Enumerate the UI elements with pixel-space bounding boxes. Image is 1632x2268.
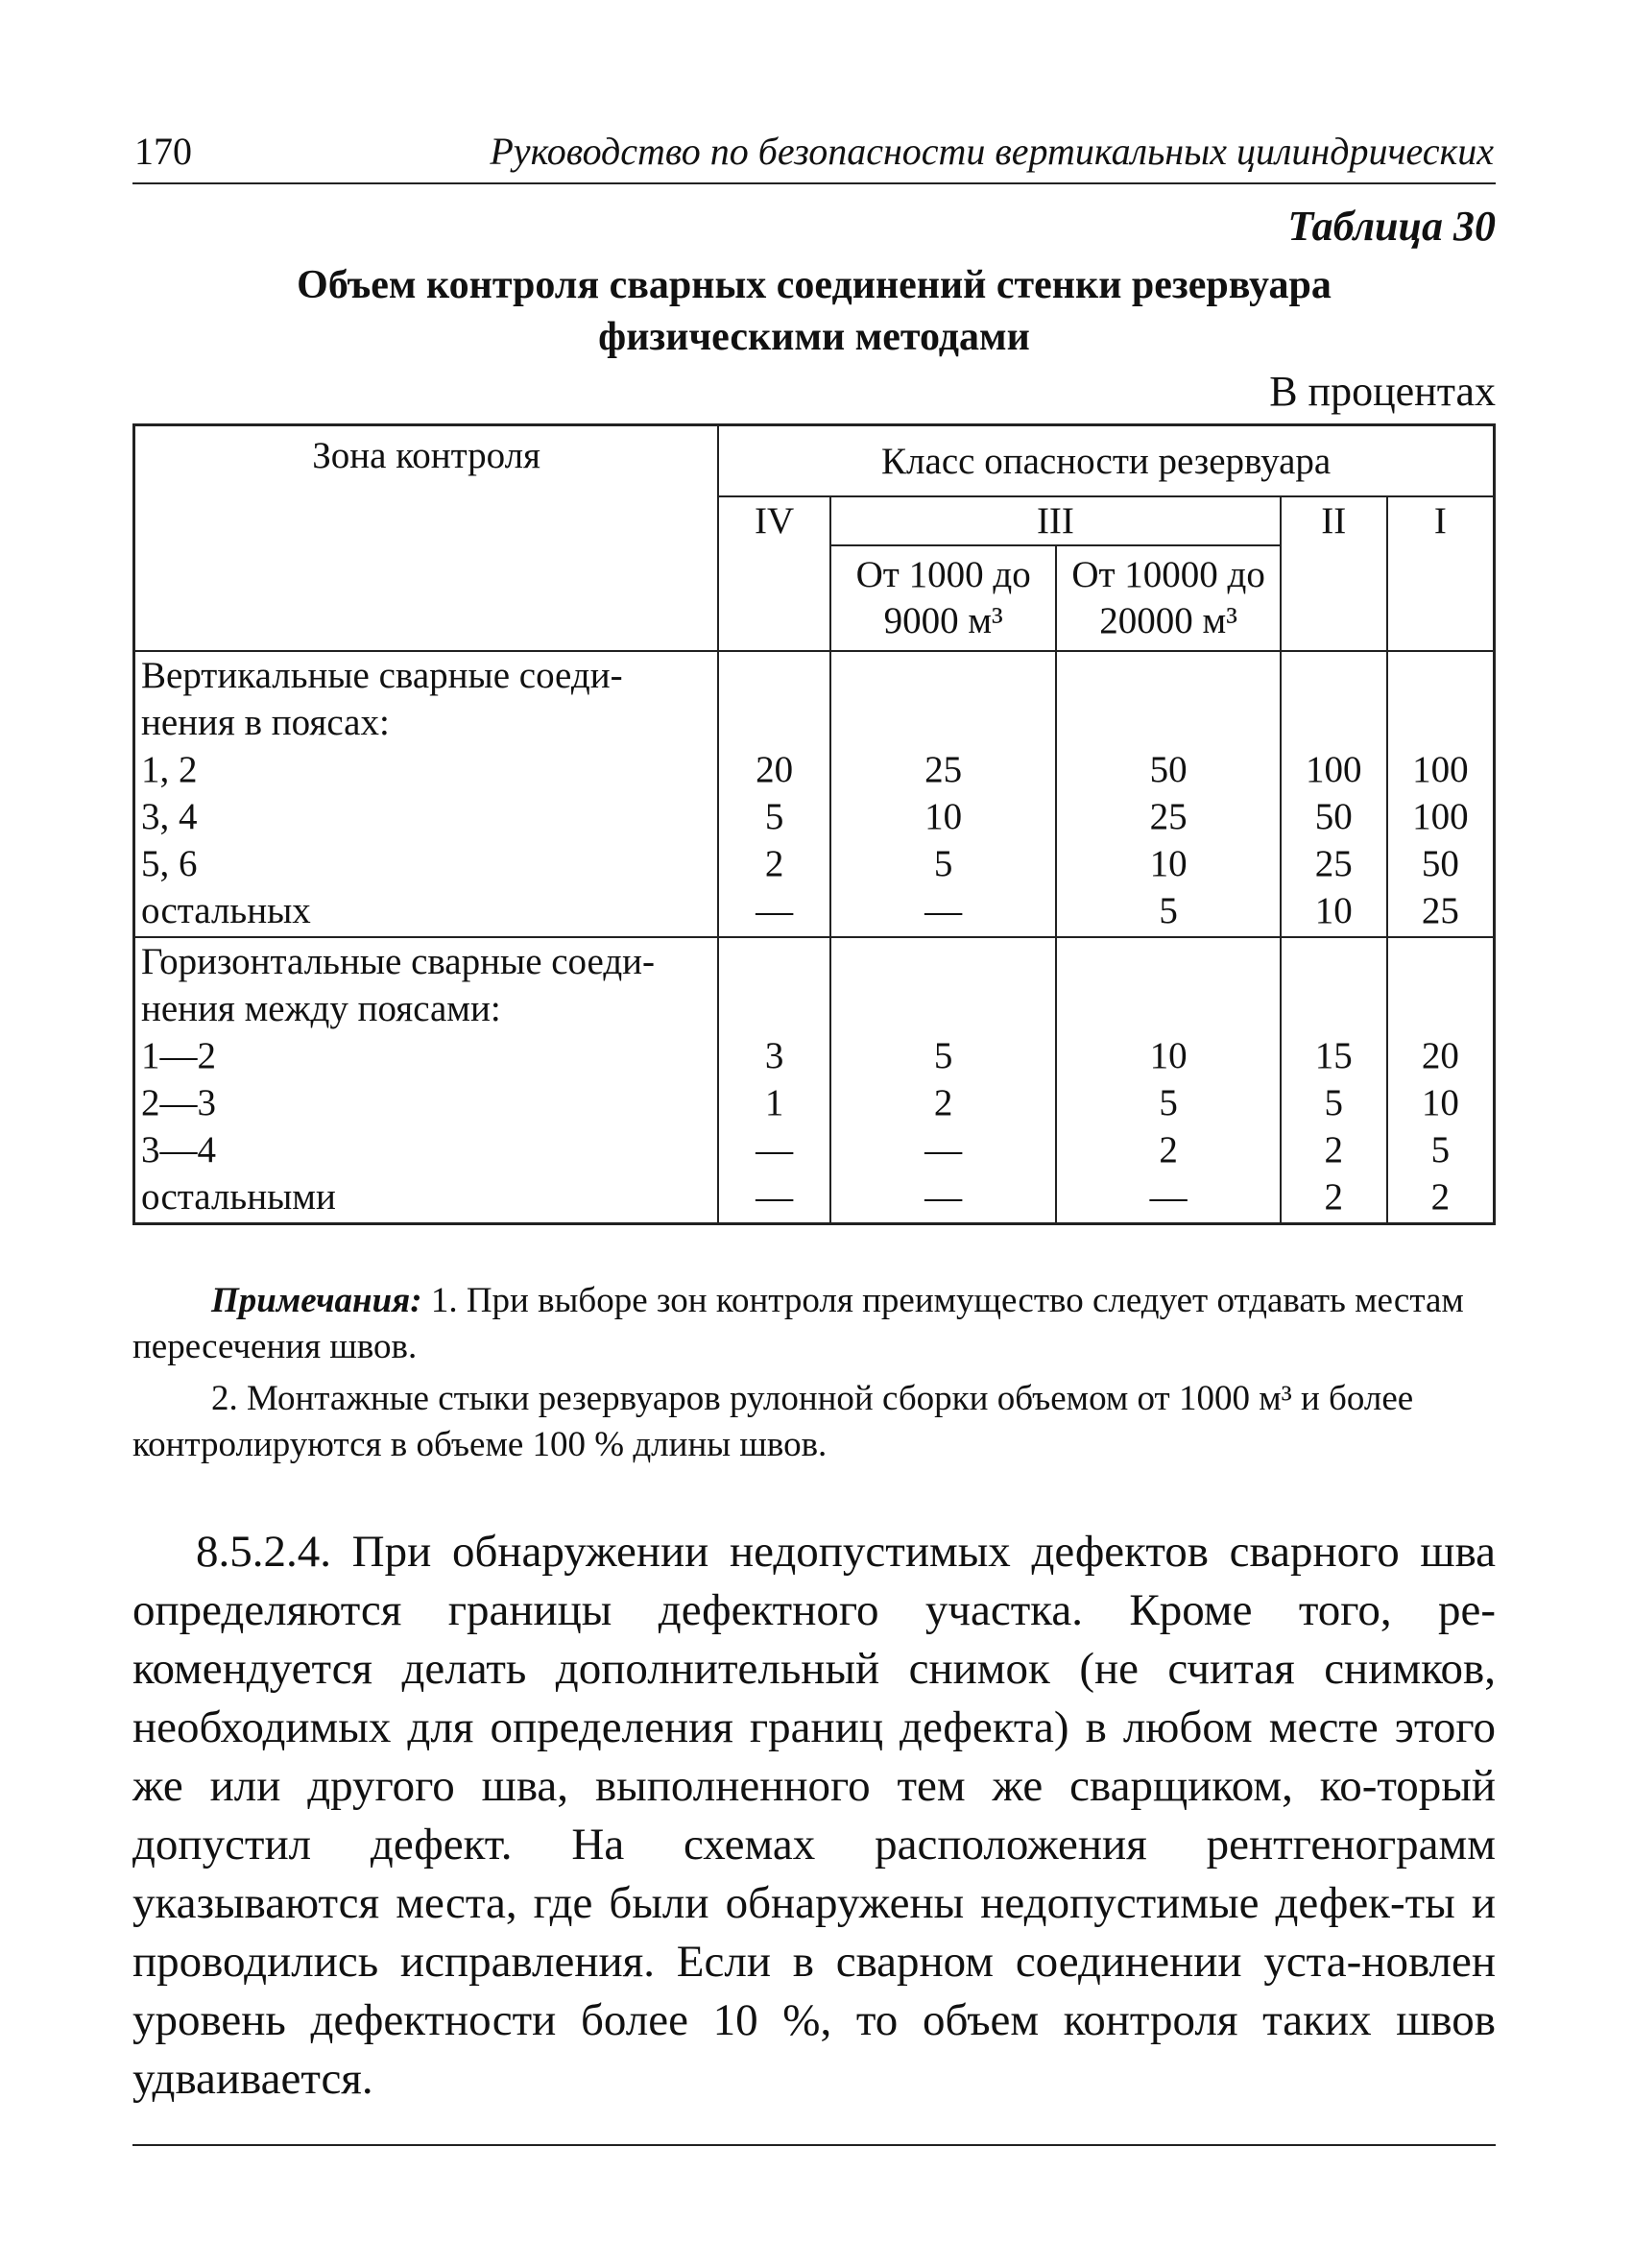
table-row xyxy=(134,1173,1495,1224)
value-cell: 100 xyxy=(1387,793,1495,840)
empty-cell xyxy=(1281,651,1387,746)
zone-cell: 3, 4 xyxy=(134,793,719,840)
value-cell: 2 xyxy=(830,1079,1056,1126)
table-row xyxy=(134,840,1495,887)
zone-cell: 1—2 xyxy=(134,1032,719,1079)
value-cell: 25 xyxy=(1281,840,1387,887)
empty-cell xyxy=(1387,651,1495,746)
value-cell: — xyxy=(830,1126,1056,1173)
value-cell: 2 xyxy=(1281,1173,1387,1224)
units-label: В процентах xyxy=(1269,368,1496,415)
value-cell: 2 xyxy=(1281,1126,1387,1173)
zone-header: Зона контроля xyxy=(134,425,719,652)
value-cell: 2 xyxy=(718,840,830,887)
table-body xyxy=(134,425,1495,1224)
table-title-line-1: Объем контроля сварных соединений стенки резервуара xyxy=(297,263,1332,307)
table-notes xyxy=(132,1278,1496,1474)
value-cell: 50 xyxy=(1387,840,1495,887)
body-paragraph: 8.5.2.4. При обнаружении недопустимых дефектов сварного шва определяются границы дефектного участка. Кроме того, ре-комендуется делать дополнительный снимок (не считая снимков, необходимых для определения границ дефекта) в любом месте этого же или другого шва, выполненного тем же сварщиком, ко-торый допустил дефект. На схемах расположения рентгенограмм указываются места, где были обнаружены недопустимые дефек-ты и проводились исправления. Если в сварном соединении уста-новлен уровень дефектности более 10 %, то объем контроля таких швов удваивается. xyxy=(132,1527,1496,2104)
value-cell: 25 xyxy=(830,746,1056,793)
class-iii-header: III xyxy=(830,496,1281,545)
value-cell: 10 xyxy=(1387,1079,1495,1126)
page-number: 170 xyxy=(134,130,192,173)
value-cell: 10 xyxy=(1281,887,1387,937)
note-1-text: 1. При выборе зон контроля преимущество следует отдавать местам пересечения швов. xyxy=(132,1281,1464,1366)
empty-cell xyxy=(718,651,830,746)
value-cell: 5 xyxy=(1281,1079,1387,1126)
table-row xyxy=(134,1079,1495,1126)
section-title: Вертикальные сварные соеди-нения в поясах: xyxy=(134,651,719,746)
notes-label: Примечания: xyxy=(211,1281,422,1320)
class-header: Класс опасности резервуара xyxy=(718,425,1494,497)
value-cell: — xyxy=(1056,1173,1280,1224)
value-cell: 10 xyxy=(1056,1032,1280,1079)
value-cell: 15 xyxy=(1281,1032,1387,1079)
class-iii-sub-a: От 1000 до 9000 м³ xyxy=(830,545,1056,651)
zone-cell: 2—3 xyxy=(134,1079,719,1126)
value-cell: — xyxy=(830,887,1056,937)
empty-cell xyxy=(718,937,830,1032)
section-title-row xyxy=(134,937,1495,1032)
value-cell: 3 xyxy=(718,1032,830,1079)
zone-cell: 3—4 xyxy=(134,1126,719,1173)
value-cell: 100 xyxy=(1387,746,1495,793)
value-cell: 20 xyxy=(718,746,830,793)
value-cell: 5 xyxy=(1056,1079,1280,1126)
empty-cell xyxy=(1281,937,1387,1032)
bottom-rule xyxy=(132,2144,1496,2146)
zone-cell: 5, 6 xyxy=(134,840,719,887)
value-cell: 5 xyxy=(1387,1126,1495,1173)
empty-cell xyxy=(1056,651,1280,746)
value-cell: — xyxy=(718,1126,830,1173)
value-cell: 1 xyxy=(718,1079,830,1126)
value-cell: — xyxy=(830,1173,1056,1224)
value-cell: — xyxy=(718,1173,830,1224)
header-row-1 xyxy=(134,425,1495,497)
empty-cell xyxy=(1056,937,1280,1032)
value-cell: 50 xyxy=(1281,793,1387,840)
value-cell: 10 xyxy=(1056,840,1280,887)
zone-cell: 1, 2 xyxy=(134,746,719,793)
zone-cell: остальных xyxy=(134,887,719,937)
value-cell: 2 xyxy=(1056,1126,1280,1173)
empty-cell xyxy=(830,651,1056,746)
table-label: Таблица 30 xyxy=(1287,203,1496,250)
note-2: 2. Монтажные стыки резервуаров рулонной сборки объемом от 1000 м³ и более контролируются в объеме 100 % длины швов. xyxy=(132,1379,1414,1464)
zone-cell: остальными xyxy=(134,1173,719,1224)
table-row xyxy=(134,793,1495,840)
value-cell: 5 xyxy=(718,793,830,840)
class-iv-header: IV xyxy=(718,496,830,651)
empty-cell xyxy=(830,937,1056,1032)
value-cell: 10 xyxy=(830,793,1056,840)
class-i-header: I xyxy=(1387,496,1495,651)
table-row xyxy=(134,1032,1495,1079)
control-volume-table xyxy=(132,423,1496,1225)
table-row xyxy=(134,887,1495,937)
table-title xyxy=(132,259,1496,363)
table-row xyxy=(134,1126,1495,1173)
value-cell: 2 xyxy=(1387,1173,1495,1224)
value-cell: 50 xyxy=(1056,746,1280,793)
value-cell: 25 xyxy=(1056,793,1280,840)
value-cell: 5 xyxy=(1056,887,1280,937)
table-title-line-2: физическими методами xyxy=(598,315,1030,359)
section-title: Горизонтальные сварные соеди-нения между поясами: xyxy=(134,937,719,1032)
value-cell: 5 xyxy=(830,1032,1056,1079)
section-title-row xyxy=(134,651,1495,746)
value-cell: — xyxy=(718,887,830,937)
value-cell: 20 xyxy=(1387,1032,1495,1079)
value-cell: 25 xyxy=(1387,887,1495,937)
running-title: Руководство по безопасности вертикальных цилиндрических xyxy=(490,130,1494,173)
table-row xyxy=(134,746,1495,793)
value-cell: 5 xyxy=(830,840,1056,887)
page-header xyxy=(132,123,1496,184)
class-iii-sub-b: От 10000 до 20000 м³ xyxy=(1056,545,1280,651)
note-1 xyxy=(132,1278,1496,1370)
value-cell: 100 xyxy=(1281,746,1387,793)
empty-cell xyxy=(1387,937,1495,1032)
class-ii-header: II xyxy=(1281,496,1387,651)
